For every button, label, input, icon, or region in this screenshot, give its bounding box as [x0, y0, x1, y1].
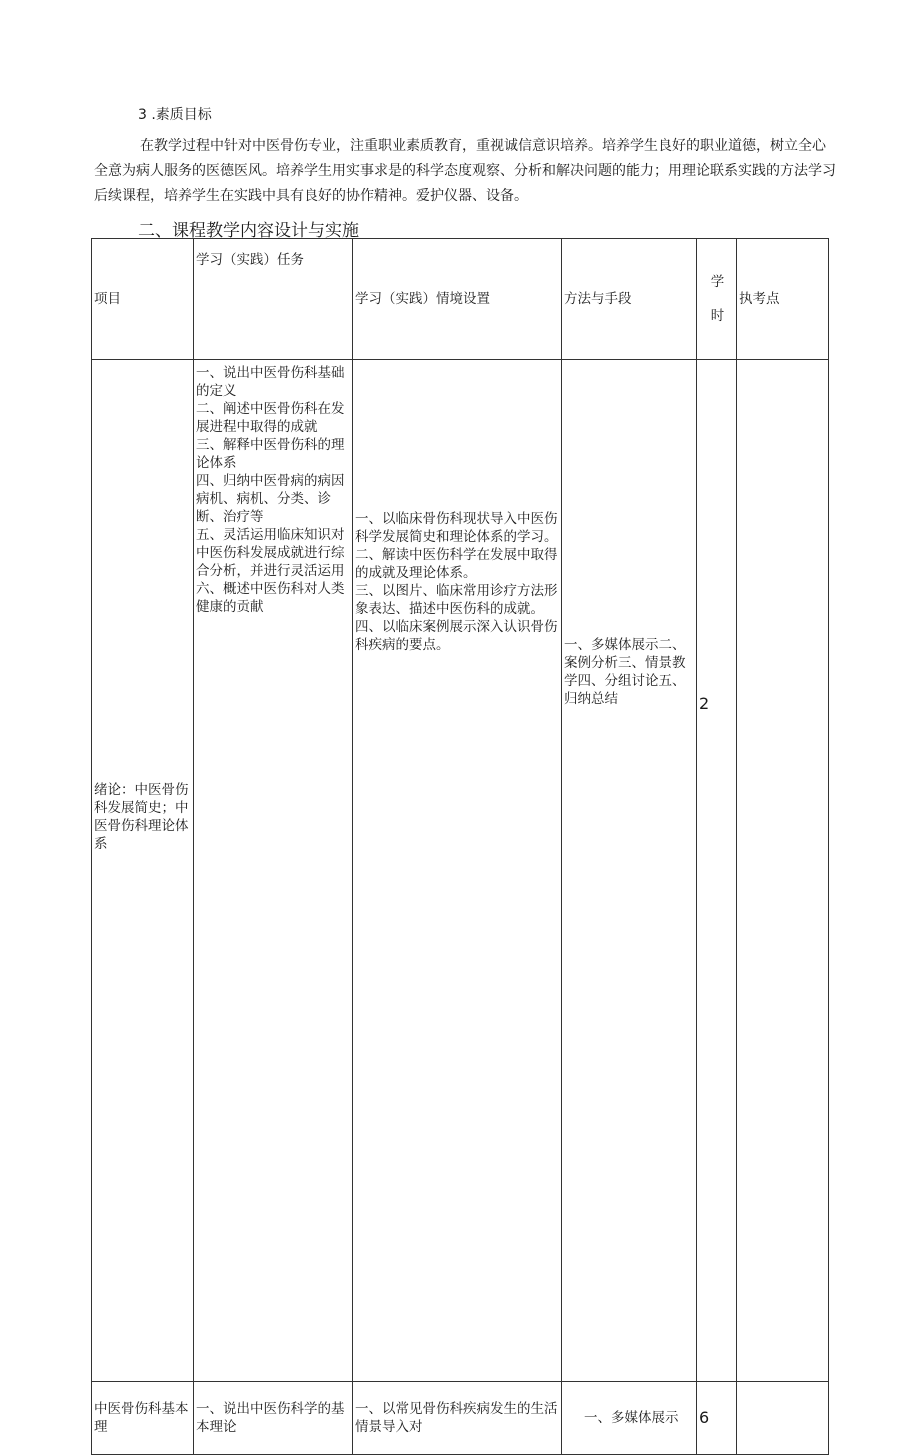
header-project: 项目	[92, 239, 194, 360]
table-row	[92, 1382, 829, 1455]
context-item: 二、解读中医伤科学在发展中取得的成就及理论体系。	[355, 547, 558, 581]
context-item: 三、以图片、临床常用诊疗方法形象表达、描述中医伤科的成就。	[355, 583, 558, 617]
row1-tasks	[194, 360, 353, 1382]
section2-title: 二、课程教学内容设计与实施	[138, 221, 359, 241]
row2-hours: 6	[697, 1382, 737, 1455]
task-item: 五、灵活运用临床知识对中医伤科发展成就进行综合分析，并进行灵活运用	[196, 527, 345, 579]
row2-context	[353, 1382, 562, 1455]
row1-assessment	[737, 360, 829, 1382]
row2-methods: 一、多媒体展示	[562, 1382, 697, 1455]
header-hours-line1: 学	[710, 274, 725, 290]
task-item: 三、解释中医骨伤科的理论体系	[196, 437, 345, 471]
section3-paragraph: 在教学过程中针对中医骨伤专业，注重职业素质教育，重视诚信意识培养。培养学生良好的职业道德，树立全心全意为病人服务的医德医风。培养学生用实事求是的科学态度观察、分析和解决问题的能力；用理论联系实践的方法学习后续课程，培养学生在实践中具有良好的协作精神。爱护仪器、设备。	[94, 138, 836, 204]
header-hours	[697, 239, 737, 360]
context-item: 一、以临床骨伤科现状导入中医伤科学发展简史和理论体系的学习。	[355, 511, 558, 545]
header-assessment: 执考点	[737, 239, 829, 360]
row1-methods: 一、多媒体展示二、案例分析三、情景教学四、分组讨论五、归纳总结	[562, 360, 697, 1382]
context-item: 四、以临床案例展示深入认识骨伤科疾病的要点。	[355, 619, 558, 653]
row2-assessment	[737, 1382, 829, 1455]
task-item: 二、阐述中医骨伤科在发展进程中取得的成就	[196, 401, 345, 435]
task-item: 六、概述中医伤科对人类健康的贡献	[196, 581, 345, 615]
task-item: 四、归纳中医骨病的病因病机、病机、分类、诊断、治疗等	[196, 473, 345, 525]
row1-project: 绪论：中医骨伤科发展简史；中医骨伤科理论体系	[92, 360, 194, 1382]
section3-title: 3 .素质目标	[138, 107, 212, 123]
task-item: 一、说出中医骨伤科基础的定义	[196, 365, 345, 399]
header-tasks: 学习（实践）任务	[194, 239, 353, 360]
course-design-table	[91, 238, 829, 1455]
header-context: 学习（实践）情境设置	[353, 239, 562, 360]
header-hours-line2: 时	[710, 308, 725, 324]
row1-hours: 2	[697, 360, 737, 1382]
table-header-row	[92, 239, 829, 360]
task-item: 一、说出中医伤科学的基本理论	[196, 1401, 345, 1435]
context-item: 一、以常见骨伤科疾病发生的生活情景导入对	[355, 1401, 558, 1435]
row2-tasks	[194, 1382, 353, 1455]
row1-context	[353, 360, 562, 1382]
header-methods: 方法与手段	[562, 239, 697, 360]
row2-project: 中医骨伤科基本理	[92, 1382, 194, 1455]
table-row	[92, 360, 829, 1382]
